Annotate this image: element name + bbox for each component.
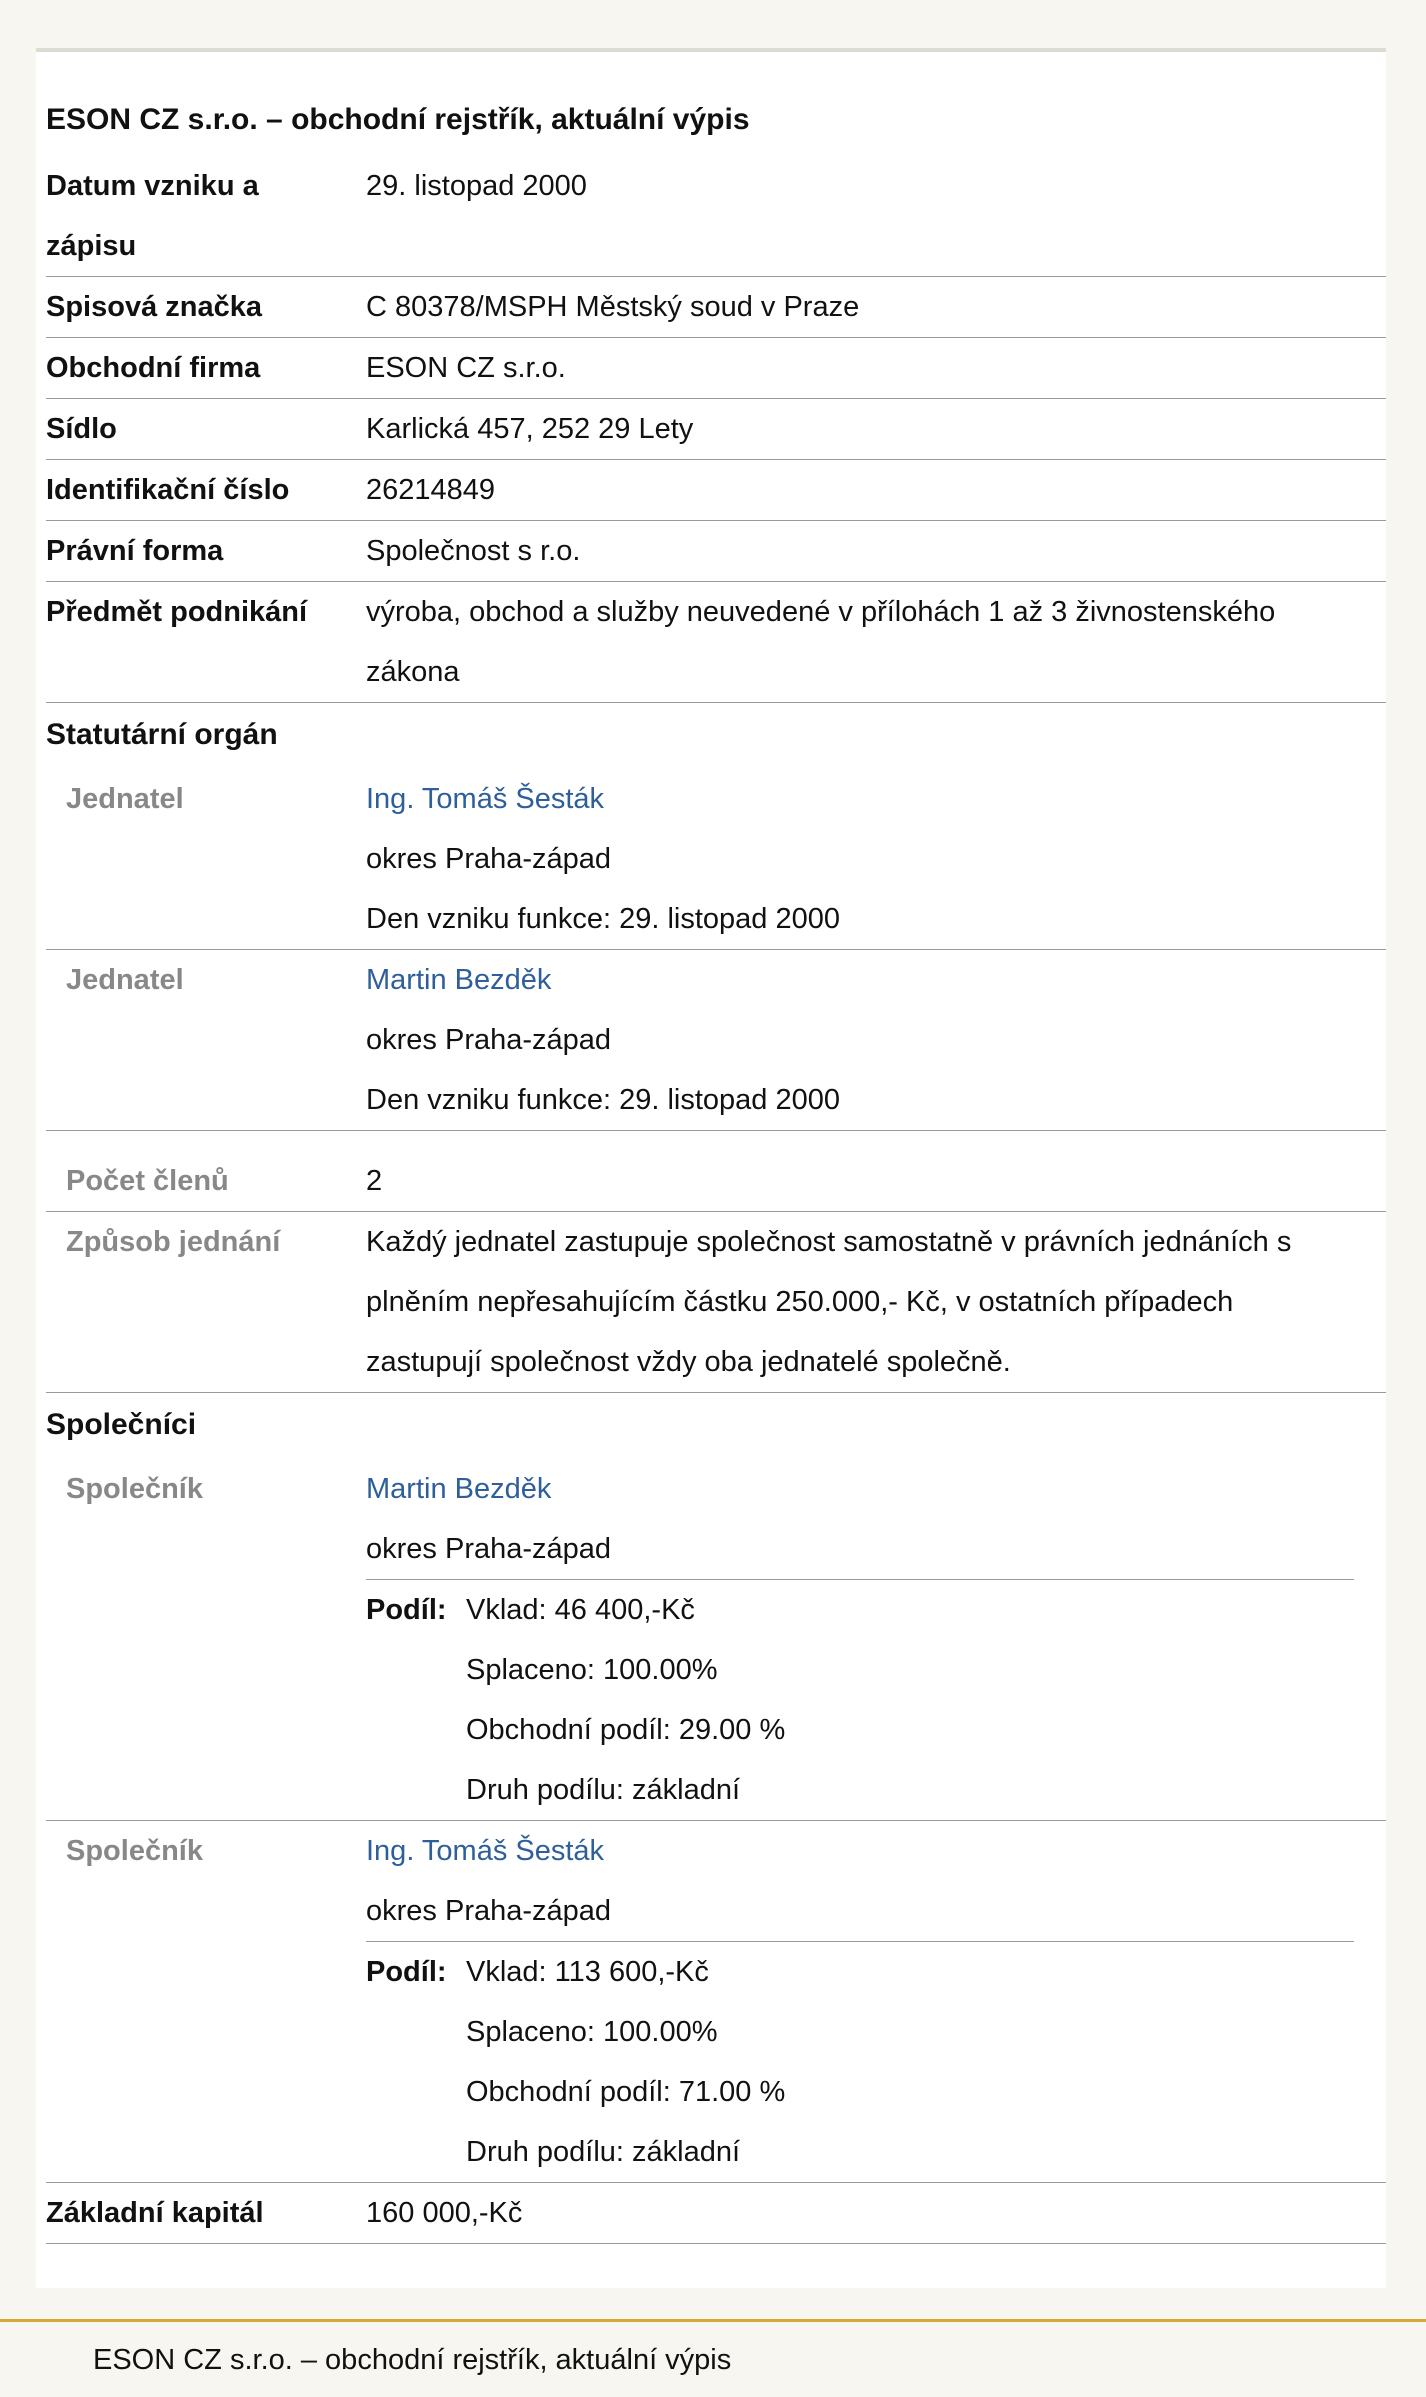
share-type: Druh podílu: základní xyxy=(466,1774,741,1806)
share-percent: Obchodní podíl: 71.00 % xyxy=(466,2076,786,2108)
member-role: Jednatel xyxy=(66,783,184,815)
row-legal-form xyxy=(46,521,1386,582)
row-founded xyxy=(46,156,1386,277)
share-paid: Splaceno: 100.00% xyxy=(466,1654,718,1686)
file-number-label: Spisová značka xyxy=(46,291,262,323)
member-details xyxy=(366,769,1386,949)
file-number-value: C 80378/MSPH Městský soud v Praze xyxy=(366,291,860,323)
acting-value: Každý jednatel zastupuje společnost samostatně v právních jednáních s plněním nepřesahujícím částku 250.000,- Kč, v ostatních případech zastupují společnost vždy oba jednatelé společně. xyxy=(366,1226,1292,1378)
member-count-label: Počet členů xyxy=(66,1165,229,1197)
row-id xyxy=(46,460,1386,521)
member-district: okres Praha-západ xyxy=(366,1024,612,1056)
row-business xyxy=(46,582,1386,703)
page-footer xyxy=(0,2319,1426,2397)
register-extract-card xyxy=(36,48,1386,2288)
page-title: ESON CZ s.r.o. – obchodní rejstřík, aktuální výpis xyxy=(46,103,750,136)
acting-label: Způsob jednání xyxy=(66,1226,281,1258)
founded-value: 29. listopad 2000 xyxy=(366,170,587,202)
legal-form-label: Právní forma xyxy=(46,535,224,567)
row-file-number xyxy=(46,277,1386,338)
statutory-heading: Statutární orgán xyxy=(46,718,278,751)
share-label: Podíl: xyxy=(366,1594,447,1626)
partner-district: okres Praha-západ xyxy=(366,1533,612,1565)
partner-name-link[interactable]: Martin Bezděk xyxy=(366,1473,552,1505)
firm-value: ESON CZ s.r.o. xyxy=(366,352,566,384)
member-district: okres Praha-západ xyxy=(366,843,612,875)
row-seat xyxy=(46,399,1386,460)
member-since: Den vzniku funkce: 29. listopad 2000 xyxy=(366,903,840,935)
legal-form-value: Společnost s r.o. xyxy=(366,535,581,567)
row-acting xyxy=(46,1212,1386,1393)
partner-details xyxy=(366,1459,1386,1820)
business-label: Předmět podnikání xyxy=(46,596,308,628)
member-name-link[interactable]: Ing. Tomáš Šesták xyxy=(366,783,605,815)
partner-share xyxy=(366,1579,1354,1820)
founded-label: Datum vzniku a zápisu xyxy=(46,170,259,262)
member-count-value: 2 xyxy=(366,1165,383,1197)
share-deposit: Vklad: 46 400,-Kč xyxy=(466,1594,695,1626)
firm-label: Obchodní firma xyxy=(46,352,261,384)
partner-role: Společník xyxy=(66,1835,203,1867)
member-details xyxy=(366,950,1386,1130)
partner-name-link[interactable]: Ing. Tomáš Šesták xyxy=(366,1835,605,1867)
footer-title: ESON CZ s.r.o. – obchodní rejstřík, aktuální výpis xyxy=(93,2344,732,2376)
row-firm xyxy=(46,338,1386,399)
business-value: výroba, obchod a služby neuvedené v přílohách 1 až 3 živnostenského zákona xyxy=(366,596,1276,688)
share-paid: Splaceno: 100.00% xyxy=(466,2016,718,2048)
partner-district: okres Praha-západ xyxy=(366,1895,612,1927)
id-label: Identifikační číslo xyxy=(46,474,290,506)
share-label: Podíl: xyxy=(366,1956,447,1988)
member-role: Jednatel xyxy=(66,964,184,996)
partners-heading: Společníci xyxy=(46,1408,197,1441)
member-name-link[interactable]: Martin Bezděk xyxy=(366,964,552,996)
partner-details xyxy=(366,1821,1386,2182)
row-capital xyxy=(46,2183,1386,2244)
statutory-member xyxy=(46,950,1386,1131)
share-type: Druh podílu: základní xyxy=(466,2136,741,2168)
partner xyxy=(46,1821,1386,2183)
partner-role: Společník xyxy=(66,1473,203,1505)
capital-value: 160 000,-Kč xyxy=(366,2197,523,2229)
share-values xyxy=(466,1942,1354,2182)
member-since: Den vzniku funkce: 29. listopad 2000 xyxy=(366,1084,840,1116)
id-value: 26214849 xyxy=(366,474,496,506)
row-member-count xyxy=(46,1131,1386,1212)
partner xyxy=(46,1459,1386,1821)
partner-share xyxy=(366,1941,1354,2182)
capital-label: Základní kapitál xyxy=(46,2197,264,2229)
share-deposit: Vklad: 113 600,-Kč xyxy=(466,1956,709,1988)
register-table xyxy=(46,156,1386,2244)
share-values xyxy=(466,1580,1354,1820)
seat-label: Sídlo xyxy=(46,413,117,445)
seat-value: Karlická 457, 252 29 Lety xyxy=(366,413,694,445)
share-percent: Obchodní podíl: 29.00 % xyxy=(466,1714,786,1746)
statutory-member xyxy=(46,769,1386,950)
